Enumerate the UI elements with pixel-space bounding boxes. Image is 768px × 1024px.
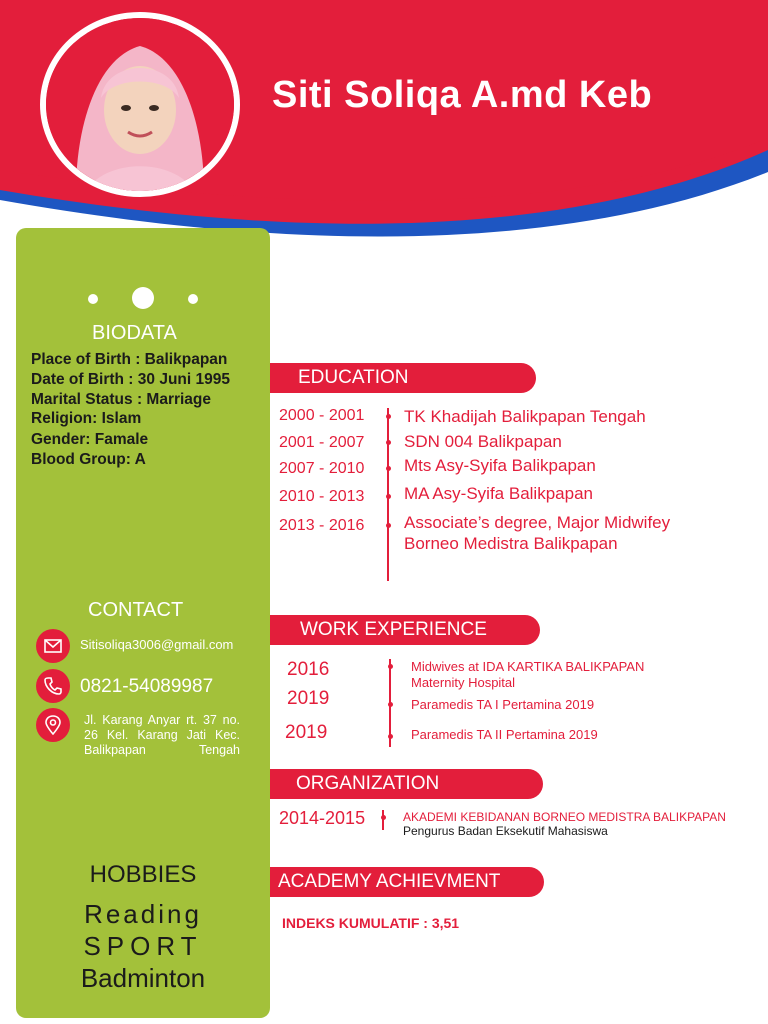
email-icon [36,629,70,663]
location-pin-icon [36,708,70,742]
academy-title: ACADEMY ACHIEVMENT [278,871,501,892]
timeline-marker [388,664,393,669]
decor-dot [188,294,198,304]
education-school: Associate’s degree, Major Midwifey [404,513,671,532]
education-title: EDUCATION [298,367,409,388]
phone-icon [36,669,70,703]
biodata-title: BIODATA [92,322,177,344]
work-year: 2016 [287,659,330,680]
work-experience-title: WORK EXPERIENCE [300,619,487,640]
work-year: 2019 [285,722,328,743]
person-portrait-icon [46,18,234,191]
timeline-marker [386,494,391,499]
organization-timeline [382,810,384,830]
education-years: 2000 - 2001 [279,407,365,424]
education-school: Mts Asy-Syifa Balikpapan [404,456,596,475]
work-role: Midwives at IDA KARTIKA BALIKPAPAN [411,659,645,674]
organization-heading [270,769,543,799]
education-years: 2010 - 2013 [279,488,365,505]
organization-role: Pengurus Badan Eksekutif Mahasiswa [403,824,608,838]
timeline-marker [388,702,393,707]
work-role: Paramedis TA II Pertamina 2019 [411,727,598,742]
academy-heading [270,867,544,897]
education-school: TK Khadijah Balikpapan Tengah [404,407,646,426]
biodata-place-of-birth: Place of Birth : Balikpapan [31,351,228,368]
biodata-marital-status: Marital Status : Marriage [31,391,212,408]
work-year: 2019 [287,688,330,709]
timeline-marker [386,523,391,528]
hobbies-title: HOBBIES [89,861,197,888]
work-role-line2: Maternity Hospital [411,675,516,690]
timeline-marker [386,440,391,445]
biodata-date-of-birth: Date of Birth : 30 Juni 1995 [31,371,230,388]
work-role: Paramedis TA I Pertamina 2019 [411,697,595,712]
education-years: 2007 - 2010 [279,460,365,477]
decor-dot [132,287,154,309]
organization-name: AKADEMI KEBIDANAN BORNEO MEDISTRA BALIKPAPAN [403,810,726,824]
contact-address: Jl. Karang Anyar rt. 37 no. 26 Kel. Karang Jati Kec. Balikpapan Tengah [84,713,240,757]
hobby-reading: Reading [84,899,202,929]
profile-photo [40,12,240,197]
timeline-marker [388,734,393,739]
education-school-line2: Borneo Medistra Balikpapan [404,534,618,553]
timeline-marker [381,815,386,820]
education-years: 2013 - 2016 [279,517,365,534]
contact-title: CONTACT [88,599,184,621]
biodata-gender: Gender: Famale [31,431,149,448]
organization-years: 2014-2015 [279,808,366,828]
candidate-name: Siti Soliqa A.md Keb [272,74,653,116]
work-experience-heading [270,615,540,645]
organization-title: ORGANIZATION [296,773,440,794]
contact-phone[interactable]: 0821-54089987 [80,676,214,697]
education-school: SDN 004 Balikpapan [404,432,562,451]
timeline-marker [386,414,391,419]
hobby-badminton: Badminton [80,963,206,993]
education-heading [270,363,536,393]
academy-gpa: INDEKS KUMULATIF : 3,51 [282,915,460,931]
decor-dot [88,294,98,304]
contact-email[interactable]: Sitisoliqa3006@gmail.com [80,637,234,652]
hobby-sport: SPORT [83,931,203,961]
biodata-blood-group: Blood Group: A [31,451,146,468]
timeline-marker [386,466,391,471]
biodata-religion: Religion: Islam [31,410,142,427]
education-school: MA Asy-Syifa Balikpapan [404,484,593,503]
education-years: 2001 - 2007 [279,434,365,451]
